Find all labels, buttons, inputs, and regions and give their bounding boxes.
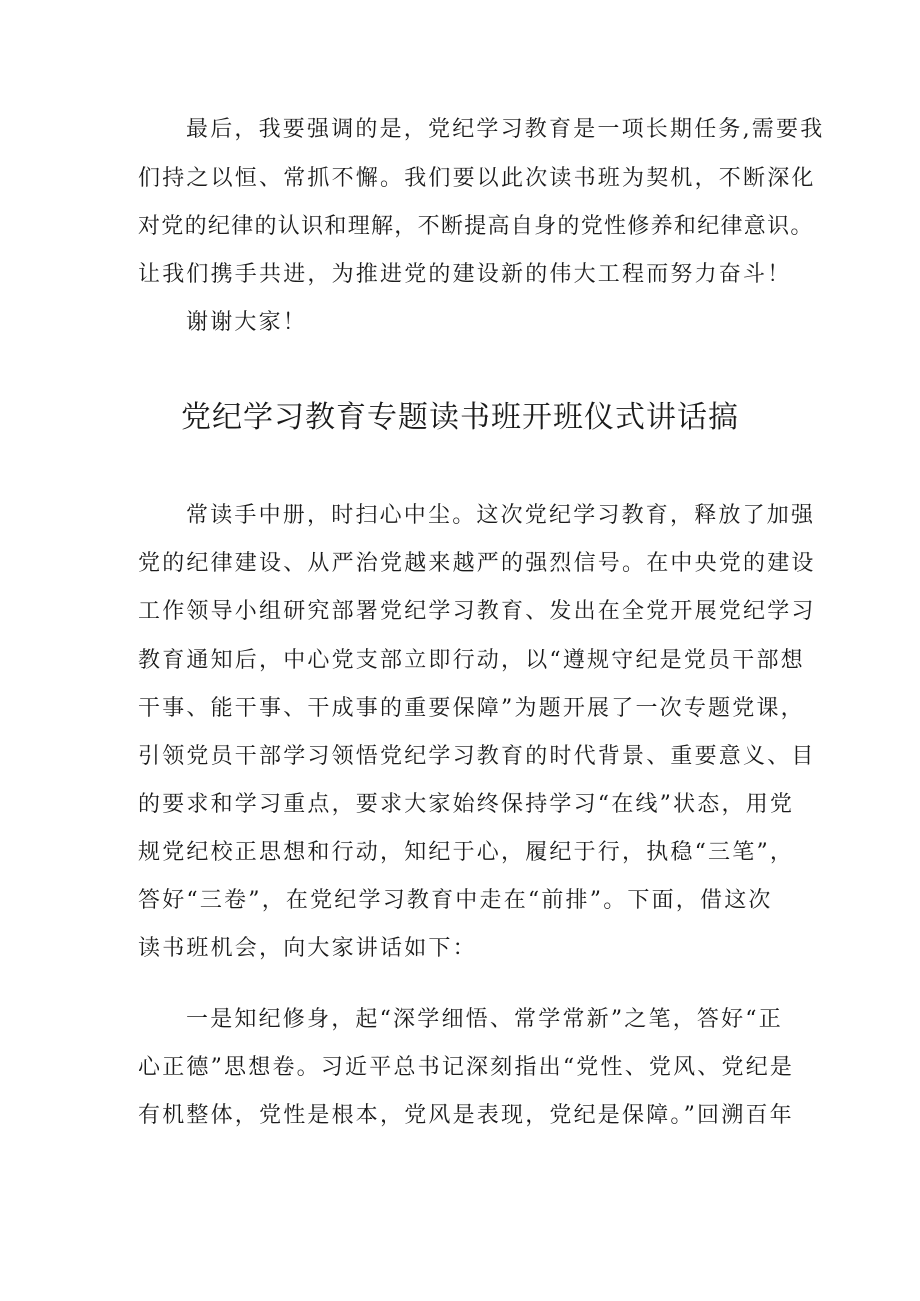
- paragraph-line: 谢谢大家！: [186, 310, 308, 335]
- paragraph-line: 一是知纪修身，起“深学细悟、常学常新”之笔，答好“正: [186, 1007, 783, 1032]
- paragraph-line: 读书班机会，向大家讲话如下：: [138, 936, 477, 961]
- paragraph-line: 的要求和学习重点，要求大家始终保持学习“在线”状态，用党: [138, 792, 795, 817]
- paragraph-line: 党的纪律建设、从严治党越来越严的强烈信号。在中央党的建设: [138, 551, 816, 576]
- paragraph-line: 心正德”思想卷。习近平总书记深刻指出“党性、党风、党纪是: [138, 1055, 795, 1080]
- paragraph-line: 让我们携手共进，为推进党的建设新的伟大工程而努力奋斗！: [138, 262, 792, 287]
- paragraph-line: 有机整体，党性是根本，党风是表现，党纪是保障。”回溯百年: [138, 1103, 794, 1128]
- paragraph-line: 工作领导小组研究部署党纪学习教育、发出在全党开展党纪学习: [138, 599, 816, 624]
- paragraph-line: 们持之以恒、常抓不懈。我们要以此次读书班为契机，不断深化: [138, 166, 816, 191]
- paragraph-line: 答好“三卷”，在党纪学习教育中走在“前排”。下面，借这次: [138, 888, 773, 913]
- paragraph-line: 规党纪校正思想和行动，知纪于心，履纪于行，执稳“三笔”，: [138, 840, 795, 865]
- paragraph-line: 教育通知后，中心党支部立即行动，以“遵规守纪是党员干部想: [138, 648, 805, 673]
- page-title: 党纪学习教育专题读书班开班仪式讲话搞: [181, 400, 739, 435]
- paragraph-line: 引领党员干部学习领悟党纪学习教育的时代背景、重要意义、目: [138, 744, 816, 769]
- paragraph-line: 对党的纪律的认识和理解，不断提高自身的党性修养和纪律意识。: [138, 214, 814, 239]
- paragraph-line: 干事、能干事、干成事的重要保障”为题开展了一次专题党课，: [138, 696, 805, 721]
- paragraph-line: 最后，我要强调的是，党纪学习教育是一项长期任务,需要我: [186, 117, 825, 142]
- paragraph-line: 常读手中册，时扫心中尘。这次党纪学习教育，释放了加强: [186, 503, 816, 528]
